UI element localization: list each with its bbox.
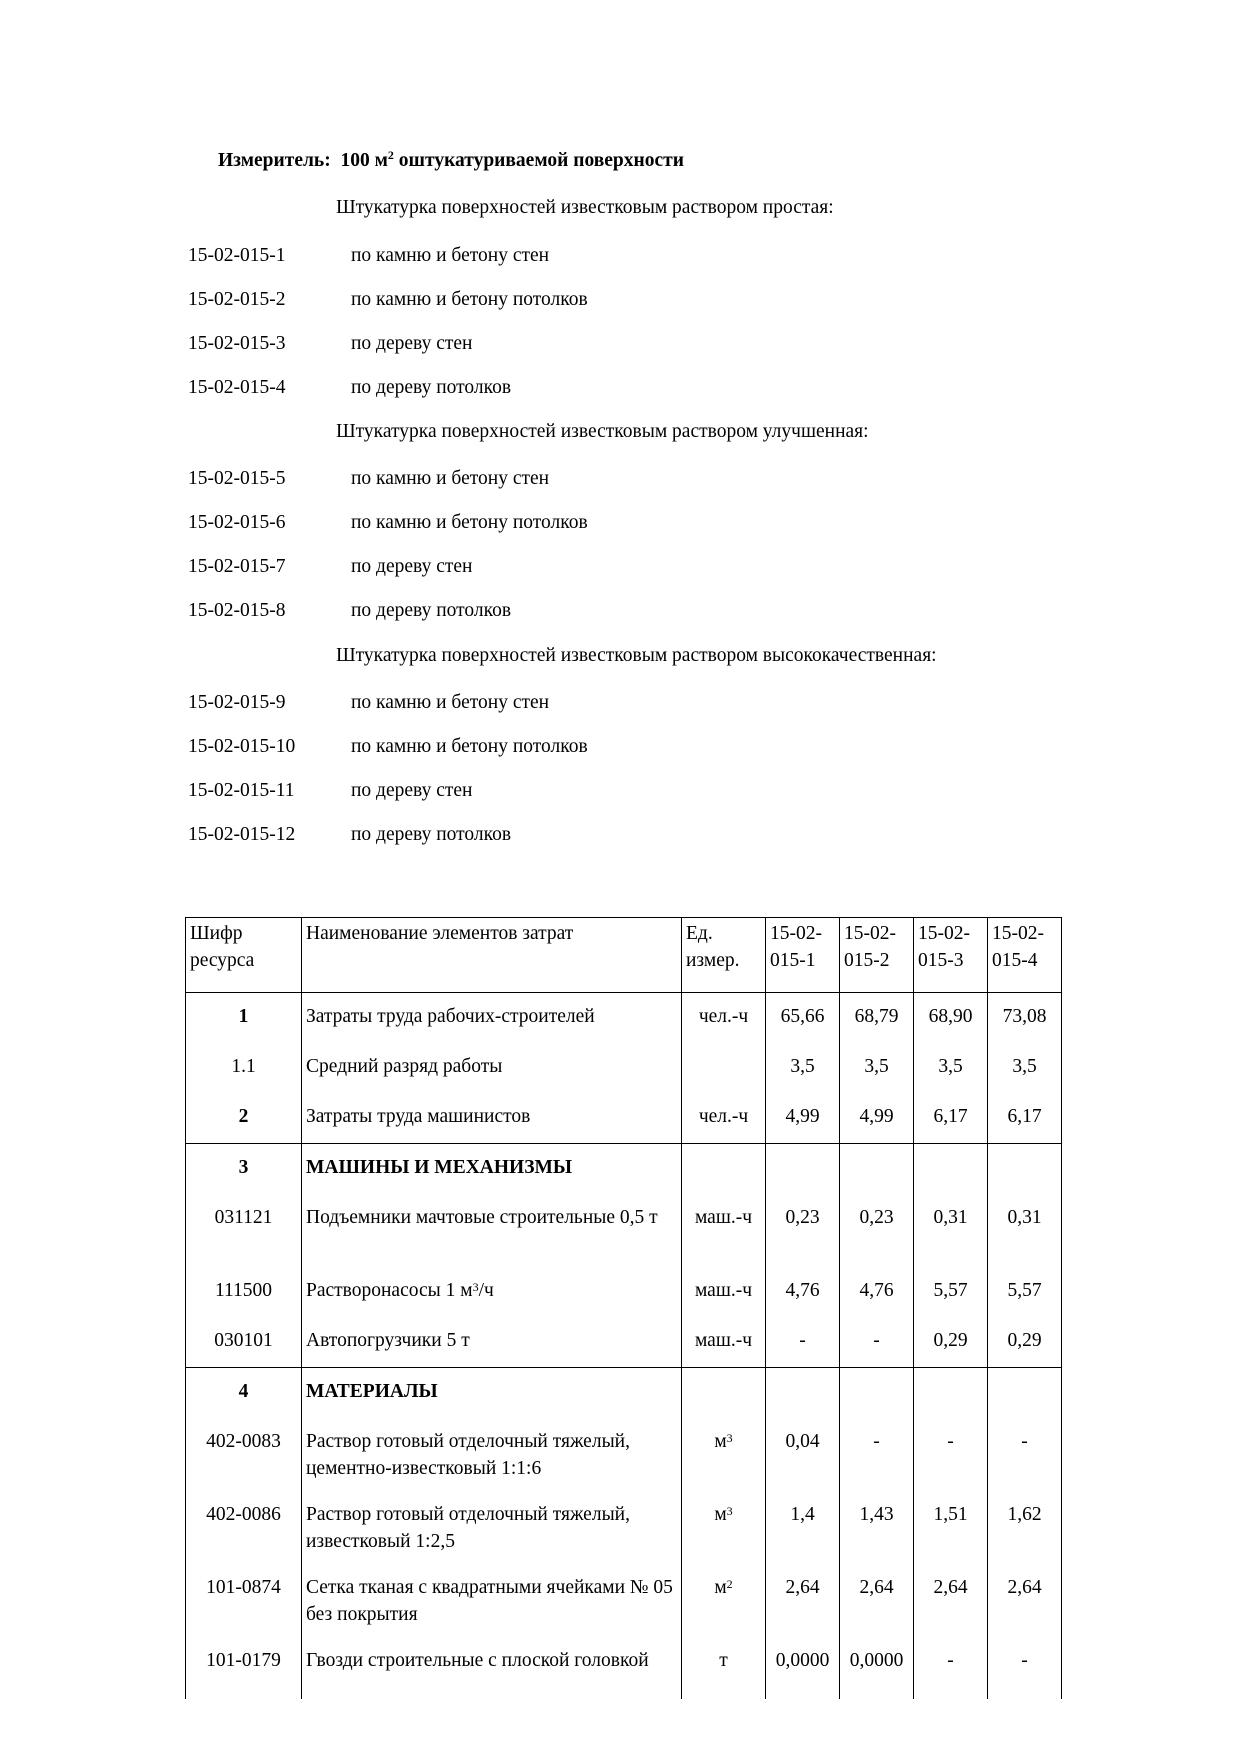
cell-unit-text: м <box>714 1577 727 1598</box>
cell-unit-sup: 3 <box>726 1504 733 1518</box>
list-item <box>188 824 1180 850</box>
cell-name <box>302 1093 682 1144</box>
cell-unit-text: чел.-ч <box>698 1006 749 1027</box>
cell-code: 4 <box>186 1368 302 1419</box>
header-unit-line2: измер. <box>686 950 740 971</box>
table-row <box>186 1043 1062 1093</box>
cell-value: 0,29 <box>988 1317 1062 1368</box>
list-item <box>188 245 1180 271</box>
item-code: 15-02-015-1 <box>188 245 286 266</box>
cell-value <box>914 1368 988 1419</box>
list-item <box>188 556 1180 582</box>
cell-value: 4,99 <box>766 1093 840 1144</box>
list-item <box>188 692 1180 718</box>
table-row <box>186 993 1062 1044</box>
cell-value: 1,43 <box>840 1491 914 1564</box>
cell-value <box>766 1368 840 1419</box>
cell-unit-text: т <box>719 1650 728 1671</box>
cell-unit-text: чел.-ч <box>698 1106 749 1127</box>
cell-value <box>840 1144 914 1195</box>
cell-unit <box>682 1637 766 1699</box>
cell-value: 2,64 <box>766 1564 840 1637</box>
cell-code: 030101 <box>186 1317 302 1368</box>
header-col-line2: 015-2 <box>844 950 890 971</box>
measure-value: 100 м <box>340 150 388 171</box>
list-item <box>188 468 1180 494</box>
cell-code: 031121 <box>186 1194 302 1267</box>
table-row <box>186 1564 1062 1637</box>
table-row <box>186 1194 1062 1267</box>
header-unit-line1: Ед. <box>686 923 713 944</box>
cell-value: 0,23 <box>766 1194 840 1267</box>
cell-value: - <box>914 1418 988 1491</box>
header-col-4 <box>988 918 1062 993</box>
cell-code: 111500 <box>186 1267 302 1317</box>
item-desc: по дереву стен <box>351 780 473 801</box>
header-col-3 <box>914 918 988 993</box>
cell-value: 73,08 <box>988 993 1062 1044</box>
cell-unit <box>682 1043 766 1093</box>
header-code-line2: ресурса <box>190 950 255 971</box>
cell-value: 5,57 <box>914 1267 988 1317</box>
cell-unit <box>682 1093 766 1144</box>
header-col-line1: 15-02- <box>770 923 822 944</box>
measure-label: Измеритель: <box>218 150 331 171</box>
list-item <box>188 333 1180 359</box>
list-item <box>188 780 1180 806</box>
item-desc: по камню и бетону потолков <box>351 289 588 310</box>
item-desc: по камню и бетону стен <box>351 468 550 489</box>
cell-value <box>766 1144 840 1195</box>
item-code: 15-02-015-11 <box>188 780 295 801</box>
resource-table <box>185 917 1062 1699</box>
cell-value: - <box>914 1637 988 1699</box>
cell-name-text: МАТЕРИАЛЫ <box>306 1381 438 1402</box>
cell-value: - <box>840 1418 914 1491</box>
table-row <box>186 1637 1062 1699</box>
cell-name-text: Автопогрузчики 5 т <box>306 1330 470 1351</box>
cell-value: 3,5 <box>840 1043 914 1093</box>
cell-unit <box>682 1418 766 1491</box>
item-code: 15-02-015-6 <box>188 512 286 533</box>
cell-name-text: Растворонасосы 1 м <box>306 1280 473 1301</box>
cell-value: 0,31 <box>988 1194 1062 1267</box>
cell-value: 6,17 <box>914 1093 988 1144</box>
item-code: 15-02-015-3 <box>188 333 286 354</box>
header-col-line1: 15-02- <box>992 923 1044 944</box>
cell-code: 101-0179 <box>186 1637 302 1699</box>
list-item <box>188 600 1180 626</box>
cell-value: 0,31 <box>914 1194 988 1267</box>
header-name: Наименование элементов затрат <box>302 918 682 993</box>
cell-name-text: Затраты труда машинистов <box>306 1106 531 1127</box>
header-col-line2: 015-3 <box>918 950 964 971</box>
cell-value: 3,5 <box>766 1043 840 1093</box>
cell-name <box>302 1043 682 1093</box>
measure-sup: 2 <box>387 148 394 162</box>
cell-unit-text: м <box>714 1431 727 1452</box>
cell-value: 0,0000 <box>766 1637 840 1699</box>
table-row <box>186 1267 1062 1317</box>
cell-code: 1 <box>186 993 302 1044</box>
cell-value: - <box>840 1317 914 1368</box>
cell-name-text: Средний разряд работы <box>306 1056 503 1077</box>
cell-value: 68,79 <box>840 993 914 1044</box>
cell-value: 68,90 <box>914 993 988 1044</box>
header-code-line1: Шифр <box>190 923 243 944</box>
cell-name <box>302 1194 682 1267</box>
cell-name-text: Затраты труда рабочих-строителей <box>306 1006 595 1027</box>
cell-value: - <box>988 1418 1062 1491</box>
cell-unit-sup: 2 <box>726 1577 733 1591</box>
table-row <box>186 1317 1062 1368</box>
cell-name <box>302 1368 682 1419</box>
item-desc: по дереву стен <box>351 556 473 577</box>
table-row <box>186 1368 1062 1419</box>
item-desc: по дереву потолков <box>351 824 512 845</box>
header-col-1 <box>766 918 840 993</box>
item-code: 15-02-015-4 <box>188 377 286 398</box>
item-code: 15-02-015-2 <box>188 289 286 310</box>
cell-code: 2 <box>186 1093 302 1144</box>
cell-name-text: Раствор готовый отделочный тяжелый, цементно-известковый 1:1:6 <box>306 1431 630 1479</box>
cell-name-text: Раствор готовый отделочный тяжелый, известковый 1:2,5 <box>306 1504 630 1552</box>
item-desc: по камню и бетону потолков <box>351 736 588 757</box>
cell-value: - <box>988 1637 1062 1699</box>
item-code: 15-02-015-9 <box>188 692 286 713</box>
cell-value <box>988 1144 1062 1195</box>
table-row <box>186 1418 1062 1491</box>
cell-unit <box>682 1194 766 1267</box>
table-row <box>186 1491 1062 1564</box>
cell-value: 65,66 <box>766 993 840 1044</box>
section-title: Штукатурка поверхностей известковым раствором простая: <box>336 197 834 218</box>
header-col-line2: 015-4 <box>992 950 1038 971</box>
item-desc: по дереву потолков <box>351 377 512 398</box>
cell-value: 4,99 <box>840 1093 914 1144</box>
cell-name <box>302 1144 682 1195</box>
cell-value: 6,17 <box>988 1093 1062 1144</box>
item-code: 15-02-015-8 <box>188 600 286 621</box>
section-title: Штукатурка поверхностей известковым раствором улучшенная: <box>336 421 869 442</box>
cell-value: 4,76 <box>840 1267 914 1317</box>
cell-name-text: Сетка тканая с квадратными ячейками № 05 без покрытия <box>306 1577 673 1625</box>
cell-code: 101-0874 <box>186 1564 302 1637</box>
table-row <box>186 1144 1062 1195</box>
cell-value: 1,62 <box>988 1491 1062 1564</box>
cell-name-text: МАШИНЫ И МЕХАНИЗМЫ <box>306 1157 573 1178</box>
cell-name <box>302 1637 682 1699</box>
cell-unit <box>682 1144 766 1195</box>
item-code: 15-02-015-10 <box>188 736 296 757</box>
cell-value <box>914 1144 988 1195</box>
cell-name-text: Подъемники мачтовые строительные 0,5 т <box>306 1207 658 1228</box>
cell-value: 0,0000 <box>840 1637 914 1699</box>
item-desc: по камню и бетону стен <box>351 692 550 713</box>
cell-unit-text: маш.-ч <box>694 1330 753 1351</box>
item-code: 15-02-015-12 <box>188 824 296 845</box>
cell-value: 0,29 <box>914 1317 988 1368</box>
cell-value: 3,5 <box>988 1043 1062 1093</box>
section-title: Штукатурка поверхностей известковым раствором высококачественная: <box>336 645 937 666</box>
cell-value: 0,04 <box>766 1418 840 1491</box>
header-col-2 <box>840 918 914 993</box>
cell-name <box>302 1317 682 1368</box>
cell-unit <box>682 993 766 1044</box>
cell-value: - <box>766 1317 840 1368</box>
cell-unit-text: м <box>714 1504 727 1525</box>
header-col-line1: 15-02- <box>918 923 970 944</box>
item-desc: по дереву потолков <box>351 600 512 621</box>
item-code: 15-02-015-7 <box>188 556 286 577</box>
item-desc: по дереву стен <box>351 333 473 354</box>
cell-name-tail: /ч <box>478 1280 494 1301</box>
list-item <box>188 512 1180 538</box>
list-item <box>188 377 1180 403</box>
header-code <box>186 918 302 993</box>
cell-code: 402-0083 <box>186 1418 302 1491</box>
cell-value: 2,64 <box>914 1564 988 1637</box>
list-item <box>188 289 1180 315</box>
header-col-line1: 15-02- <box>844 923 896 944</box>
cell-name <box>302 1491 682 1564</box>
item-desc: по камню и бетону стен <box>351 245 550 266</box>
cell-unit <box>682 1368 766 1419</box>
cell-value: 2,64 <box>840 1564 914 1637</box>
item-desc: по камню и бетону потолков <box>351 512 588 533</box>
header-col-line2: 015-1 <box>770 950 816 971</box>
table-header-row <box>186 918 1062 993</box>
cell-value: 1,4 <box>766 1491 840 1564</box>
table-row <box>186 1093 1062 1144</box>
measure-line <box>218 150 684 172</box>
cell-unit <box>682 1317 766 1368</box>
header-unit <box>682 918 766 993</box>
resource-table-wrapper <box>185 917 1061 1671</box>
cell-code: 3 <box>186 1144 302 1195</box>
cell-code: 1.1 <box>186 1043 302 1093</box>
cell-name <box>302 1418 682 1491</box>
cell-value: 0,23 <box>840 1194 914 1267</box>
cell-unit <box>682 1267 766 1317</box>
cell-value <box>840 1368 914 1419</box>
item-code: 15-02-015-5 <box>188 468 286 489</box>
cell-unit-sup: 3 <box>726 1431 733 1445</box>
measure-rest: оштукатуриваемой поверхности <box>398 150 684 171</box>
cell-value: 2,64 <box>988 1564 1062 1637</box>
cell-unit-text: маш.-ч <box>694 1280 753 1301</box>
cell-unit <box>682 1491 766 1564</box>
cell-name-sup: 3 <box>472 1280 479 1294</box>
cell-name-text: Гвозди строительные с плоской головкой <box>306 1650 649 1671</box>
cell-value: 1,51 <box>914 1491 988 1564</box>
cell-code: 402-0086 <box>186 1491 302 1564</box>
cell-name <box>302 1564 682 1637</box>
cell-value: 3,5 <box>914 1043 988 1093</box>
cell-value <box>988 1368 1062 1419</box>
cell-unit-text: маш.-ч <box>694 1207 753 1228</box>
cell-name <box>302 1267 682 1317</box>
cell-unit <box>682 1564 766 1637</box>
cell-value: 4,76 <box>766 1267 840 1317</box>
cell-name <box>302 993 682 1044</box>
table-body <box>186 993 1062 1700</box>
list-item <box>188 736 1180 762</box>
cell-value: 5,57 <box>988 1267 1062 1317</box>
